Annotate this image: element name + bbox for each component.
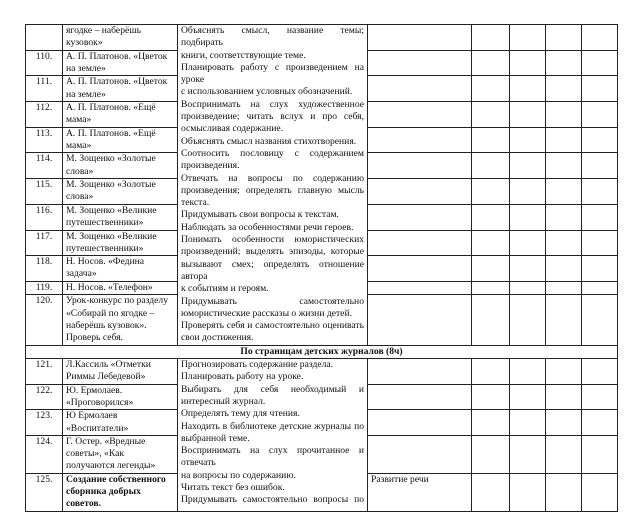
lesson-topic: А. П. Платонов. «Цветок на земле» bbox=[63, 50, 178, 76]
empty-cell bbox=[582, 435, 618, 473]
row-number: 122. bbox=[26, 384, 63, 410]
empty-cell bbox=[368, 295, 472, 346]
empty-cell bbox=[510, 359, 546, 385]
lesson-topic: Н. Носов. «Федина задача» bbox=[63, 256, 178, 282]
description-line: к событиям и героям. bbox=[181, 283, 269, 295]
lesson-plan-table bbox=[25, 24, 617, 510]
empty-cell bbox=[368, 102, 472, 128]
empty-cell bbox=[546, 25, 582, 51]
row-number: 115. bbox=[26, 179, 63, 205]
empty-cell bbox=[510, 295, 546, 346]
empty-cell bbox=[582, 473, 618, 511]
empty-cell bbox=[582, 153, 618, 179]
description-line: книги, соответствующие теме. bbox=[181, 49, 306, 61]
empty-cell bbox=[582, 256, 618, 282]
empty-cell bbox=[368, 230, 472, 256]
empty-cell bbox=[582, 127, 618, 153]
empty-cell bbox=[472, 473, 510, 511]
lesson-topic: Г. Остер. «Вредные советы», «Как получаются легенды» bbox=[63, 435, 178, 473]
description-line: Соотносить пословицу с содержанием bbox=[181, 147, 364, 159]
empty-cell bbox=[472, 76, 510, 102]
description-line: Планировать работу с произведением на уроке bbox=[181, 61, 364, 86]
empty-cell bbox=[546, 50, 582, 76]
description-line: Планировать работу на уроке. bbox=[181, 371, 304, 383]
row-number: 112. bbox=[26, 102, 63, 128]
lesson-plan-grid bbox=[25, 24, 618, 512]
row-number: 124. bbox=[26, 435, 63, 473]
description-line: произведения. bbox=[181, 160, 240, 172]
empty-cell bbox=[472, 295, 510, 346]
description-line: Находить в библиотеке детские журналы по bbox=[181, 420, 364, 432]
empty-cell bbox=[472, 204, 510, 230]
empty-cell bbox=[510, 410, 546, 436]
empty-cell bbox=[546, 179, 582, 205]
lesson-topic: М. Зощенко «Великие путешественники» bbox=[63, 230, 178, 256]
row-number: 113. bbox=[26, 127, 63, 153]
description-line: осмысливая содержание. bbox=[181, 123, 283, 135]
description-line: текста. bbox=[181, 197, 210, 209]
row-number: 110. bbox=[26, 50, 63, 76]
row-number: 117. bbox=[26, 230, 63, 256]
lesson-topic: Л.Кассиль «Отметки Риммы Лебедевой» bbox=[63, 359, 178, 385]
activity-description bbox=[178, 25, 368, 346]
description-line: выбранной теме. bbox=[181, 432, 250, 444]
table-row bbox=[26, 359, 618, 385]
row-number: 123. bbox=[26, 410, 63, 436]
description-line: произведение; читать вслух и про себя, bbox=[181, 111, 364, 123]
lesson-topic: ягодке – наберёшь кузовок» bbox=[63, 25, 178, 51]
description-line: Объяснять смысл названия стихотворения. bbox=[181, 135, 357, 147]
empty-cell bbox=[510, 256, 546, 282]
empty-cell bbox=[472, 127, 510, 153]
empty-cell bbox=[472, 384, 510, 410]
empty-cell bbox=[546, 230, 582, 256]
row-number bbox=[26, 25, 63, 51]
activity-description bbox=[178, 359, 368, 512]
empty-cell bbox=[546, 153, 582, 179]
extra-note-cell bbox=[368, 384, 472, 410]
row-number: 116. bbox=[26, 204, 63, 230]
empty-cell bbox=[472, 230, 510, 256]
lesson-topic: Урок-конкурс по разделу «Собирай по ягодке – наберёшь кузовок». Проверь себя. bbox=[63, 295, 178, 346]
lesson-topic: М. Зощенко «Золотые слова» bbox=[63, 179, 178, 205]
empty-cell bbox=[510, 473, 546, 511]
empty-cell bbox=[510, 25, 546, 51]
empty-cell bbox=[368, 179, 472, 205]
description-line: Отвечать на вопросы по содержанию bbox=[181, 172, 364, 184]
row-number: 118. bbox=[26, 256, 63, 282]
empty-cell bbox=[510, 204, 546, 230]
row-number: 111. bbox=[26, 76, 63, 102]
empty-cell bbox=[510, 50, 546, 76]
empty-cell bbox=[582, 179, 618, 205]
lesson-topic: А. П. Платонов. «Цветок на земле» bbox=[63, 76, 178, 102]
empty-cell bbox=[582, 50, 618, 76]
row-number: 125. bbox=[26, 473, 63, 511]
description-line: юмористические рассказы о жизни детей. bbox=[181, 307, 352, 319]
row-number: 120. bbox=[26, 295, 63, 346]
empty-cell bbox=[582, 359, 618, 385]
empty-cell bbox=[472, 281, 510, 294]
empty-cell bbox=[546, 435, 582, 473]
description-line: Придумывать самостоятельно bbox=[181, 295, 364, 307]
empty-cell bbox=[510, 153, 546, 179]
empty-cell bbox=[546, 281, 582, 294]
lesson-topic: Создание собственного сборника добрых советов. bbox=[63, 473, 178, 511]
empty-cell bbox=[546, 127, 582, 153]
description-line: Выбирать для себя необходимый и bbox=[181, 383, 364, 395]
empty-cell bbox=[472, 435, 510, 473]
empty-cell bbox=[368, 50, 472, 76]
empty-cell bbox=[546, 384, 582, 410]
description-line: Придумывать самостоятельно вопросы по bbox=[181, 494, 364, 506]
description-line: свои достижения. bbox=[181, 332, 254, 344]
empty-cell bbox=[368, 256, 472, 282]
description-line: Наблюдать за особенностями речи героев. bbox=[181, 221, 354, 233]
empty-cell bbox=[510, 179, 546, 205]
description-line: Объяснять смысл, название темы; подбирать bbox=[181, 25, 364, 49]
empty-cell bbox=[472, 359, 510, 385]
description-line: произведений; выделять эпизоды, которые bbox=[181, 246, 364, 258]
empty-cell bbox=[472, 25, 510, 51]
description-line: Понимать особенности юмористических bbox=[181, 234, 364, 246]
lesson-topic: А. П. Платонов. «Ещё мама» bbox=[63, 102, 178, 128]
empty-cell bbox=[368, 281, 472, 294]
empty-cell bbox=[546, 295, 582, 346]
empty-cell bbox=[472, 153, 510, 179]
description-line: с использованием условных обозначений. bbox=[181, 86, 353, 98]
extra-note-cell bbox=[368, 410, 472, 436]
description-line: Воспринимать на слух прочитанное и отвечать bbox=[181, 445, 364, 469]
empty-cell bbox=[546, 256, 582, 282]
empty-cell bbox=[546, 359, 582, 385]
empty-cell bbox=[582, 204, 618, 230]
empty-cell bbox=[368, 25, 472, 51]
empty-cell bbox=[582, 25, 618, 51]
lesson-topic: А. П. Платонов. «Ещё мама» bbox=[63, 127, 178, 153]
description-line: интересный журнал. bbox=[181, 395, 266, 407]
description-line: Воспринимать на слух художественное bbox=[181, 98, 364, 110]
empty-cell bbox=[510, 127, 546, 153]
lesson-topic: Ю. Ермолаев. «Проговорился» bbox=[63, 384, 178, 410]
empty-cell bbox=[582, 295, 618, 346]
empty-cell bbox=[368, 153, 472, 179]
empty-cell bbox=[510, 384, 546, 410]
empty-cell bbox=[582, 76, 618, 102]
empty-cell bbox=[546, 473, 582, 511]
empty-cell bbox=[582, 230, 618, 256]
empty-cell bbox=[472, 256, 510, 282]
empty-cell bbox=[546, 102, 582, 128]
empty-cell bbox=[472, 50, 510, 76]
empty-cell bbox=[546, 76, 582, 102]
empty-cell bbox=[510, 435, 546, 473]
description-line: Придумывать свои вопросы к текстам. bbox=[181, 209, 339, 221]
description-line: на вопросы по содержанию. bbox=[181, 469, 296, 481]
extra-note-cell bbox=[368, 359, 472, 385]
extra-note-cell: Развитие речи bbox=[368, 473, 472, 511]
empty-cell bbox=[510, 230, 546, 256]
description-line: Определять тему для чтения. bbox=[181, 408, 300, 420]
section-row bbox=[26, 345, 618, 358]
empty-cell bbox=[368, 204, 472, 230]
extra-note-cell bbox=[368, 435, 472, 473]
row-number: 121. bbox=[26, 359, 63, 385]
row-number: 114. bbox=[26, 153, 63, 179]
empty-cell bbox=[510, 76, 546, 102]
lesson-topic: М. Зощенко «Золотые слова» bbox=[63, 153, 178, 179]
empty-cell bbox=[368, 76, 472, 102]
empty-cell bbox=[582, 102, 618, 128]
empty-cell bbox=[582, 410, 618, 436]
empty-cell bbox=[472, 410, 510, 436]
empty-cell bbox=[510, 102, 546, 128]
empty-cell bbox=[472, 102, 510, 128]
lesson-topic: М. Зощенко «Великие путешественники» bbox=[63, 204, 178, 230]
empty-cell bbox=[582, 281, 618, 294]
empty-cell bbox=[546, 204, 582, 230]
table-row bbox=[26, 25, 618, 51]
description-line: произведения; определять главную мысль bbox=[181, 184, 364, 196]
empty-cell bbox=[582, 384, 618, 410]
lesson-topic: Ю Ермолаев «Воспитатели» bbox=[63, 410, 178, 436]
empty-cell bbox=[368, 127, 472, 153]
description-line: Проверять себя и самостоятельно оценивать bbox=[181, 320, 364, 332]
description-line: Прогнозировать содержание раздела. bbox=[181, 359, 334, 371]
description-line: вызывают смех; определять отношение автора bbox=[181, 258, 364, 282]
lesson-topic: Н. Носов. «Телефон» bbox=[63, 281, 178, 294]
row-number: 119. bbox=[26, 281, 63, 294]
description-line: Читать текст без ошибок. bbox=[181, 481, 285, 493]
empty-cell bbox=[510, 281, 546, 294]
empty-cell bbox=[546, 410, 582, 436]
empty-cell bbox=[472, 179, 510, 205]
section-title: По страницам детских журналов (8ч) bbox=[26, 345, 618, 358]
